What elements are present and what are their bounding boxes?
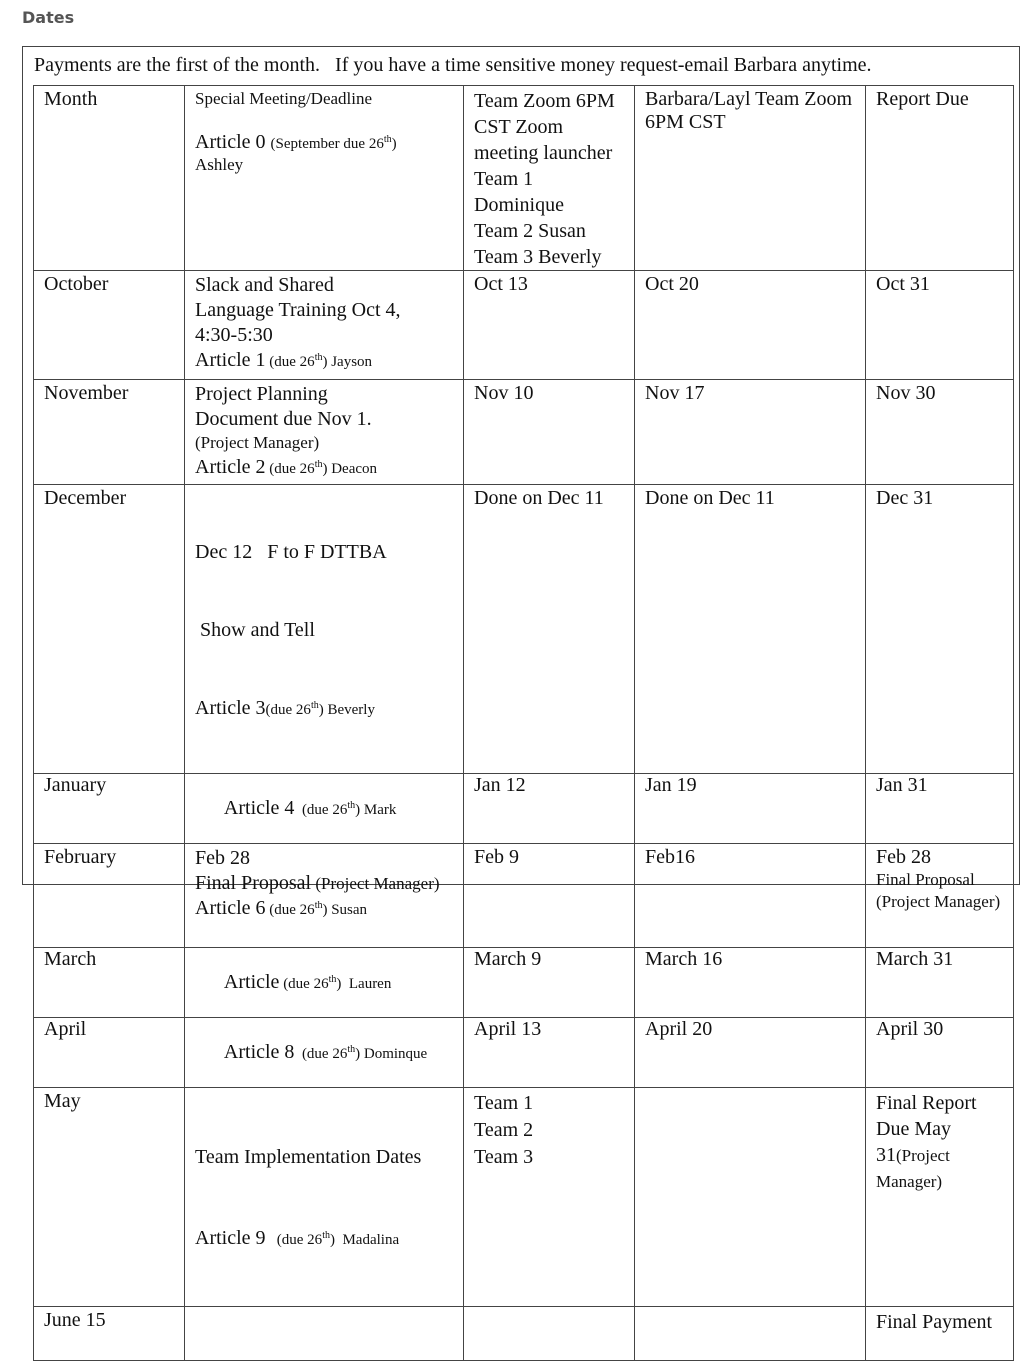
barbara-zoom-cell: Done on Dec 11 [635,485,866,774]
report-due-cell: March 31 [866,948,1014,1018]
table-header-row [34,86,1014,271]
barbara-zoom-cell: March 16 [635,948,866,1018]
table-row [34,844,1014,948]
month-cell: May [34,1088,185,1307]
table-row [34,1307,1014,1361]
month-cell: November [34,380,185,485]
special-cell: Article 4 (due 26th) Mark [185,774,464,844]
month-cell: December [34,485,185,774]
table-row [34,948,1014,1018]
special-cell: Feb 28 Final Proposal (Project Manager) Article 6 (due 26th) Susan [185,844,464,948]
table-row [34,380,1014,485]
header-month: Month [34,86,185,271]
report-due-cell: April 30 [866,1018,1014,1088]
team-zoom-cell: Done on Dec 11 [464,485,635,774]
team-zoom-cell: March 9 [464,948,635,1018]
section-title: Dates [22,8,75,27]
table-row [34,1088,1014,1307]
report-due-cell: Jan 31 [866,774,1014,844]
header-team-zoom: Team Zoom 6PM CST Zoom meeting launcher Team 1 Dominique Team 2 Susan Team 3 Beverly [464,86,635,271]
report-due-cell: Feb 28 Final Proposal (Project Manager) [866,844,1014,948]
barbara-zoom-cell: Oct 20 [635,271,866,380]
report-due-cell: Dec 31 [866,485,1014,774]
special-cell [185,1307,464,1361]
special-cell: Team Implementation Dates Article 9 (due 26th) Madalina [185,1088,464,1307]
month-cell: March [34,948,185,1018]
payment-note: Payments are the first of the month. If you have a time sensitive money request-email Barbara anytime. [34,54,872,76]
barbara-zoom-cell: April 20 [635,1018,866,1088]
month-cell: January [34,774,185,844]
team-zoom-cell: Jan 12 [464,774,635,844]
barbara-zoom-cell: Nov 17 [635,380,866,485]
team-zoom-cell: Feb 9 [464,844,635,948]
special-cell: Slack and Shared Language Training Oct 4, 4:30-5:30 Article 1 (due 26th) Jayson [185,271,464,380]
month-cell: February [34,844,185,948]
report-due-cell: Nov 30 [866,380,1014,485]
schedule-table [33,85,1014,1361]
table-row [34,485,1014,774]
barbara-zoom-cell [635,1307,866,1361]
table-row [34,774,1014,844]
special-cell: Dec 12 F to F DTTBA Show and Tell Article 3(due 26th) Beverly [185,485,464,774]
special-cell: Article 8 (due 26th) Dominque [185,1018,464,1088]
barbara-zoom-cell [635,1088,866,1307]
header-special: Special Meeting/Deadline Article 0 (September due 26th) Ashley [185,86,464,271]
table-row [34,1018,1014,1088]
team-zoom-cell: April 13 [464,1018,635,1088]
header-report-due: Report Due [866,86,1014,271]
report-due-cell: Oct 31 [866,271,1014,380]
report-due-cell: Final Report Due May 31(Project Manager) [866,1088,1014,1307]
barbara-zoom-cell: Jan 19 [635,774,866,844]
month-cell: October [34,271,185,380]
header-barbara-zoom: Barbara/Layl Team Zoom 6PM CST [635,86,866,271]
table-row [34,271,1014,380]
team-zoom-cell: Nov 10 [464,380,635,485]
month-cell: April [34,1018,185,1088]
report-due-cell: Final Payment [866,1307,1014,1361]
month-cell: June 15 [34,1307,185,1361]
special-cell: Project Planning Document due Nov 1. (Project Manager) Article 2 (due 26th) Deacon [185,380,464,485]
special-cell: Article (due 26th) Lauren [185,948,464,1018]
team-zoom-cell [464,1307,635,1361]
team-zoom-cell: Team 1 Team 2 Team 3 [464,1088,635,1307]
team-zoom-cell: Oct 13 [464,271,635,380]
barbara-zoom-cell: Feb16 [635,844,866,948]
